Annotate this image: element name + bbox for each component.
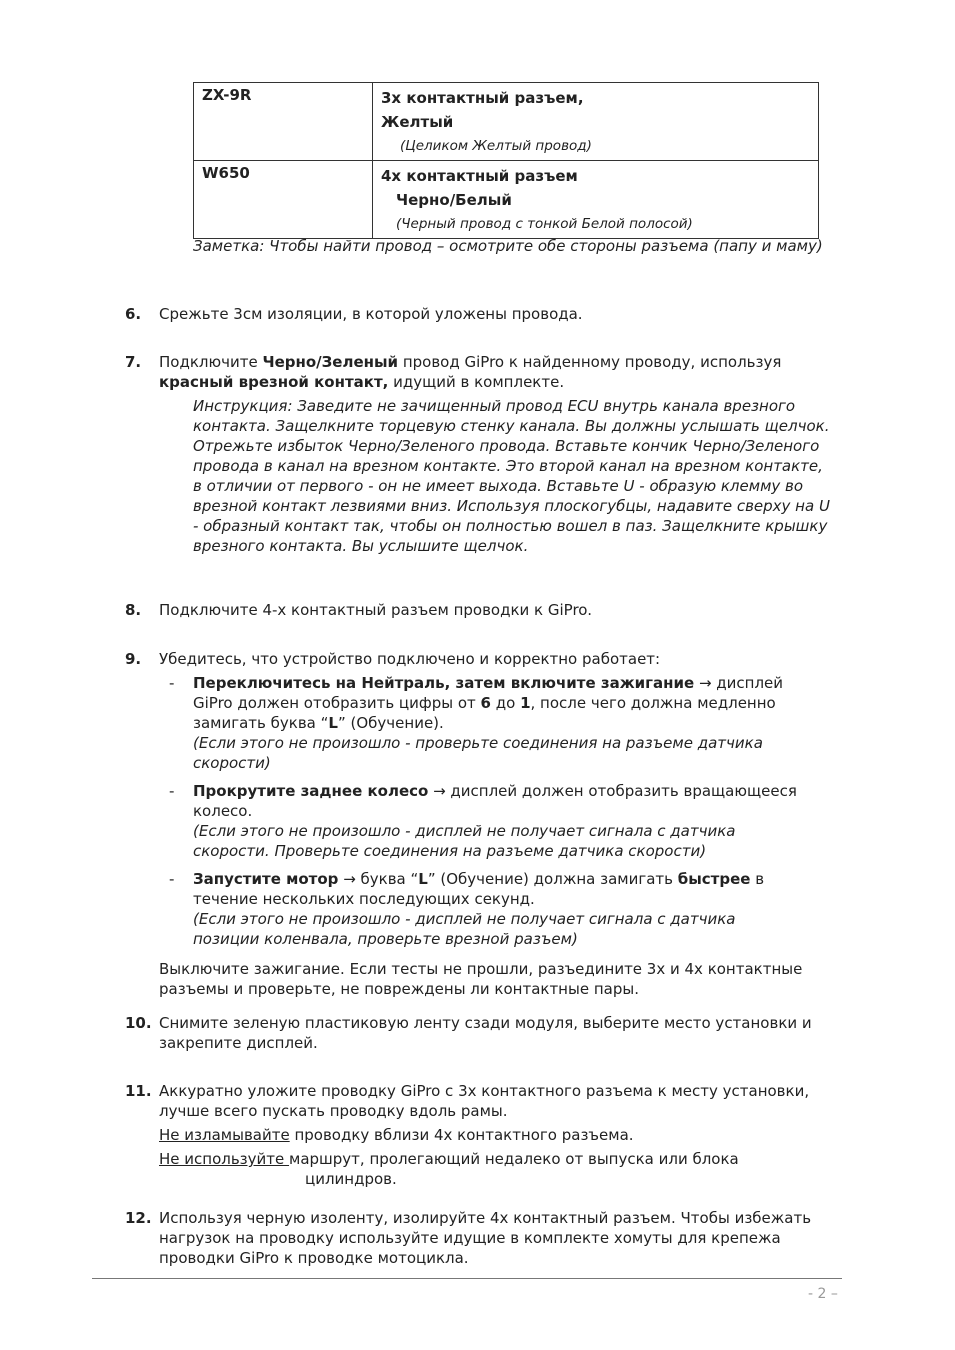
arrow-icon: → xyxy=(694,674,717,692)
step-text: Аккуратно уложите проводку GiPro с 3х контактного разъема к месту установки, лучше всего пускать проводку вдоль рамы. xyxy=(159,1082,810,1120)
step-8 xyxy=(125,600,845,620)
step-number: 6. xyxy=(125,305,142,323)
emphasis-label: быстрее xyxy=(677,870,751,888)
troubleshoot-note: (Если этого не произошло - дисплей не получает сигнала с датчика скорости. Проверьте соединения на разъеме датчика скорости) xyxy=(193,822,736,860)
text-run: провод GiPro к найденному проводу, используя xyxy=(398,353,782,371)
step-7 xyxy=(125,352,845,556)
page-number: - 2 – xyxy=(808,1286,838,1302)
digit-label: 6 xyxy=(480,694,491,712)
warning-line xyxy=(159,1125,845,1145)
table-note: Заметка: Чтобы найти провод – осмотрите обе стороны разъема (папу и маму) xyxy=(193,237,823,255)
step-10 xyxy=(125,1013,845,1053)
text-run: дисплей GiPro должен отобразить цифры от xyxy=(193,674,784,712)
text-run: Подключите xyxy=(159,353,263,371)
connector-table xyxy=(193,82,819,239)
text-run: ” (Обучение) должна замигать xyxy=(427,870,678,888)
model-cell: ZX-9R xyxy=(194,83,373,161)
list-item xyxy=(169,869,799,949)
step-number: 12. xyxy=(125,1209,152,1227)
letter-label: L xyxy=(418,870,428,888)
text-run: , после чего должна медленно замигать буква “ xyxy=(193,694,776,732)
connector-cell xyxy=(373,161,819,239)
warning-label: Не изламывайте xyxy=(159,1126,290,1144)
text-run: маршрут, пролегающий недалеко от выпуска или блока xyxy=(289,1150,739,1168)
bullet-dash: - xyxy=(169,674,175,692)
text-run: до xyxy=(490,694,521,712)
action-label: Прокрутите заднее колесо xyxy=(193,782,429,800)
instruction-text: Инструкция: Заведите не зачищенный провод ECU внутрь канала врезного контакта. Защелкните торцевую стенку канала. Вы должны услышать щелчок. Отрежьте избыток Черно/Зеленого провода. Вставьте кончик Черно/Зеленого провода в канал на врезном контакте. Это второй канал на врезном контакте, в отличии от первого - он не имеет выхода. Вставьте U - образую клемму во врезной контакт лезвиями вниз. Используя плоскогубцы, надавите сверху на U - образный контакт так, чтобы он полностью вошел в паз. Защелкните крышку врезного контакта. Вы услышите щелчок. xyxy=(193,397,830,555)
step-text: Снимите зеленую пластиковую ленту сзади модуля, выберите место установки и закрепите дисплей. xyxy=(159,1014,812,1052)
step-12 xyxy=(125,1208,845,1268)
step-number: 7. xyxy=(125,353,142,371)
step-number: 8. xyxy=(125,601,142,619)
bullet-dash: - xyxy=(169,870,175,888)
step-9 xyxy=(125,649,845,999)
connector-type: 4х контактный разъем xyxy=(381,167,578,185)
troubleshoot-note: (Если этого не произошло - дисплей не получает сигнала с датчика позиции коленвала, проверьте врезной разъем) xyxy=(193,910,736,948)
text-run: идущий в комплекте. xyxy=(388,373,565,391)
check-list xyxy=(169,673,845,949)
text-run: ” (Обучение). xyxy=(337,714,444,732)
list-item xyxy=(169,781,799,861)
step-number: 9. xyxy=(125,650,142,668)
wire-note: (Целиком Желтый провод) xyxy=(400,138,592,154)
table-row xyxy=(194,83,819,161)
bullet-dash: - xyxy=(169,782,175,800)
text-run: в течение нескольких последующих секунд. xyxy=(193,870,765,908)
list-item xyxy=(169,673,799,773)
footer-divider xyxy=(92,1278,842,1279)
troubleshoot-note: (Если этого не произошло - проверьте соединения на разъеме датчика скорости) xyxy=(193,734,763,772)
connector-type: 3х контактный разъем, xyxy=(381,89,584,107)
action-label: Запустите мотор xyxy=(193,870,339,888)
step-text: Подключите 4-х контактный разъем проводки к GiPro. xyxy=(159,601,592,619)
contact-label: красный врезной контакт, xyxy=(159,373,389,391)
step-text: Срежьте 3см изоляции, в которой уложены провода. xyxy=(159,305,583,323)
wire-note: (Черный провод с тонкой Белой полосой) xyxy=(396,216,693,232)
model-cell: W650 xyxy=(194,161,373,239)
warning-label: Не используйте xyxy=(159,1150,290,1168)
step-text: Используя черную изоленту, изолируйте 4х контактный разъем. Чтобы избежать нагрузок на проводку используйте идущие в комплекте хомуты для крепежа проводки GiPro к проводке мотоцикла. xyxy=(159,1209,812,1267)
text-run: → дисплей должен отобразить вращающееся колесо. xyxy=(193,782,797,820)
step-number: 10. xyxy=(125,1014,152,1032)
text-run: проводку вблизи 4х контактного разъема. xyxy=(289,1126,634,1144)
wire-color-label: Черно/Зеленый xyxy=(262,353,399,371)
table-row xyxy=(194,161,819,239)
connector-color: Желтый xyxy=(381,113,454,131)
text-run: → буква “ xyxy=(338,870,419,888)
action-label: Переключитесь на Нейтраль, затем включите зажигание xyxy=(193,674,695,692)
step-6 xyxy=(125,304,845,324)
warning-line xyxy=(159,1149,845,1169)
connector-color: Черно/Белый xyxy=(396,191,512,209)
digit-label: 1 xyxy=(520,694,531,712)
step-text xyxy=(159,352,845,392)
step-number: 11. xyxy=(125,1082,152,1100)
connector-cell xyxy=(373,83,819,161)
letter-label: L xyxy=(328,714,338,732)
warning-line-continued: цилиндров. xyxy=(305,1170,397,1188)
step-outro: Выключите зажигание. Если тесты не прошли, разъедините 3х и 4х контактные разъемы и проверьте, не повреждены ли контактные пары. xyxy=(159,960,803,998)
step-11 xyxy=(125,1081,845,1189)
step-text: Убедитесь, что устройство подключено и корректно работает: xyxy=(159,650,661,668)
